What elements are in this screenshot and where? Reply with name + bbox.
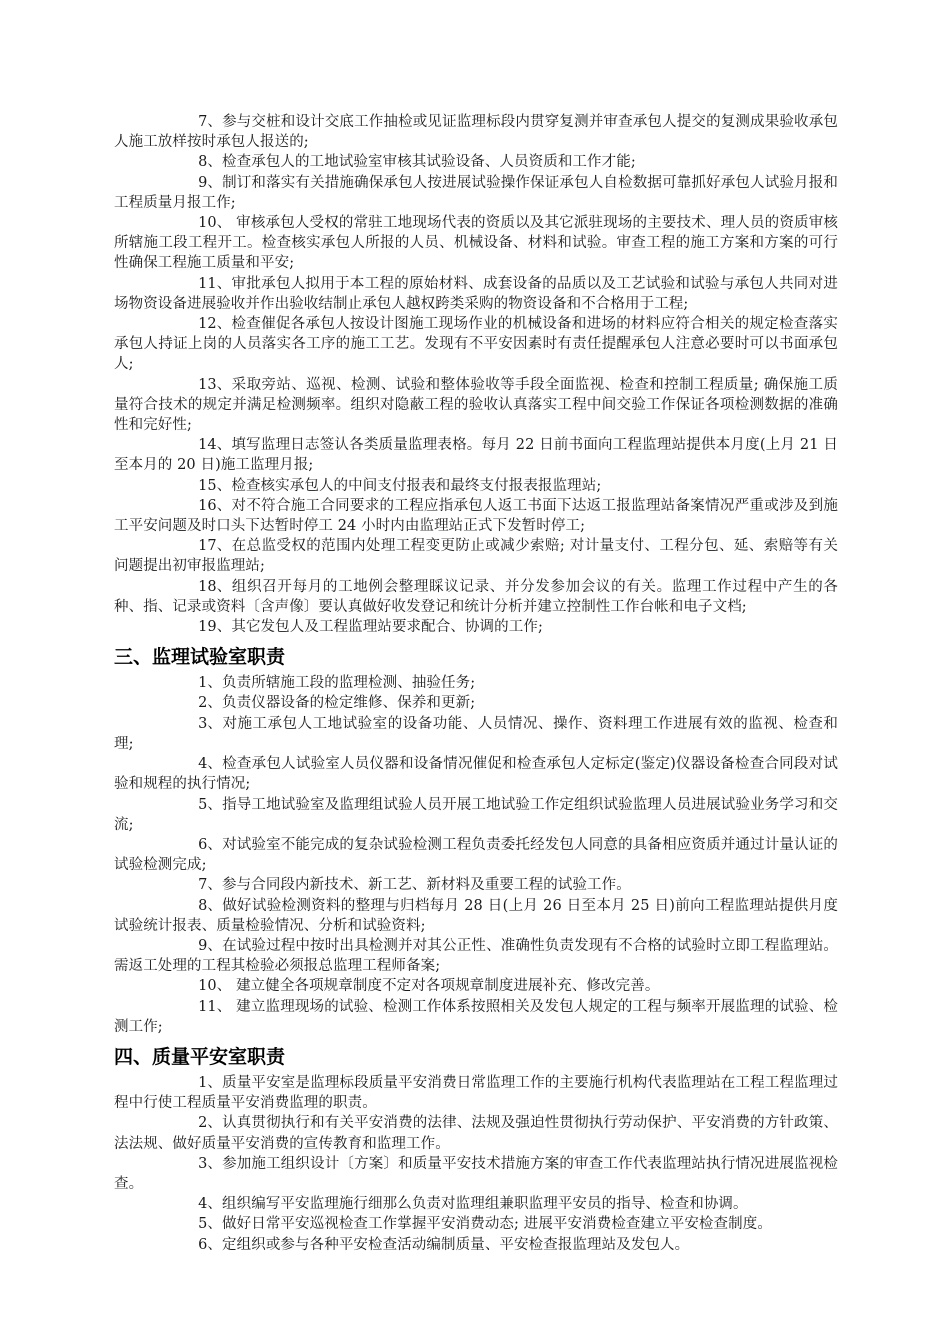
item-text: 对不符合施工合同要求的工程应指承包人返工书面下达返工报监理站备案情况严重或涉及到施工平安问题及时口头下达暂时停工 24 小时内由监理站正式下发暂时停工; xyxy=(114,497,838,535)
item-text: 检查承包人的工地试验室审核其试验设备、人员资质和工作才能; xyxy=(222,154,636,171)
list-item xyxy=(114,936,838,976)
item-text: 填写监理日志签认各类质量监理表格。每月 22 日前书面向工程监理站提供本月度(上月 21 日至本月的 20 日)施工监理月报; xyxy=(114,437,838,474)
section-four-heading: 四、质量平安室职责 xyxy=(114,1045,286,1068)
list-item xyxy=(114,112,838,152)
item-number: 8、 xyxy=(198,154,223,171)
item-text: 检查核实承包人的中间支付报表和最终支付报表报监理站; xyxy=(231,477,602,494)
list-item xyxy=(114,435,838,475)
section-continued xyxy=(114,112,838,637)
item-number: 2、 xyxy=(198,695,223,712)
item-text: 采取旁站、巡视、检测、试验和整体验收等手段全面监视、检查和控制工程质量; 确保施工质量符合技术的规定并满足检测频率。组织对隐蔽工程的验收认真落实工程中间交验工作保证各项检测数据的准确性和完好性; xyxy=(114,376,838,434)
item-text: 定组织或参与各种平安检查活动编制质量、平安检查报监理站及发包人。 xyxy=(222,1236,690,1253)
item-number: 3、 xyxy=(198,715,223,732)
item-text: 参加施工组织设计〔方案〕和质量平安技术措施方案的审查工作代表监理站执行情况进展监视检查。 xyxy=(114,1155,838,1192)
item-number: 15、 xyxy=(198,477,232,494)
item-text: 做好试验检测资料的整理与归档每月 28 日(上月 26 日至本月 25 日)前向工程监理站提供月度试验统计报表、质量检验情况、分析和试验资料; xyxy=(114,897,838,934)
list-item xyxy=(114,375,838,436)
item-number: 9、 xyxy=(198,937,223,954)
document-page xyxy=(114,112,838,1255)
item-number: 8、 xyxy=(198,897,223,914)
list-item xyxy=(114,896,838,936)
list-item xyxy=(114,1214,838,1234)
item-text: 指导工地试验室及监理组试验人员开展工地试验工作定组织试验监理人员进展试验业务学习和交流; xyxy=(114,796,838,833)
item-number: 7、 xyxy=(198,877,223,894)
item-text: 认真贯彻执行和有关平安消费的法律、法规及强迫性贯彻执行劳动保护、平安消费的方针政策、法法规、做好质量平安消费的宣传教育和监理工作。 xyxy=(114,1115,838,1152)
item-number: 14、 xyxy=(198,437,232,454)
item-number: 19、 xyxy=(198,619,232,636)
item-number: 3、 xyxy=(198,1155,223,1172)
item-text: 建立监理现场的试验、检测工作体系按照相关及发包人规定的工程与频率开展监理的试验、检测工作; xyxy=(114,998,838,1035)
item-number: 1、 xyxy=(198,1074,223,1091)
item-text: 检查催促各承包人按设计图施工现场作业的机械设备和进场的材料应符合相关的规定检查落实承包人持证上岗的人员落实各工序的施工工艺。发现有不平安因素时有责任提醒承包人注意必要时可以书面承包人; xyxy=(114,316,838,373)
list-item xyxy=(114,152,838,172)
section-three xyxy=(114,673,838,1037)
item-number: 5、 xyxy=(198,796,223,813)
list-item xyxy=(114,476,838,496)
item-text: 负责所辖施工段的监理检测、抽验任务; xyxy=(222,675,476,692)
list-item xyxy=(114,1194,838,1214)
item-text: 组织编写平安监理施行细那么负责对监理组兼职监理平安员的指导、检查和协调。 xyxy=(222,1196,748,1213)
list-item xyxy=(114,496,838,536)
list-item xyxy=(114,213,838,274)
item-text: 审批承包人拟用于本工程的原始材料、成套设备的品质以及工艺试验和试验与承包人共同对进场物资设备进展验收并作出验收结制止承包人越权跨类采购的物资设备和不合格用于工程; xyxy=(114,275,838,312)
item-number: 9、 xyxy=(198,174,223,191)
list-item xyxy=(114,754,838,794)
item-number: 2、 xyxy=(198,1115,223,1132)
list-item xyxy=(114,173,838,213)
item-text: 负责仪器设备的检定维修、保养和更新; xyxy=(222,695,476,712)
list-item xyxy=(114,1235,838,1255)
item-text: 对施工承包人工地试验室的设备功能、人员情况、操作、资料理工作进展有效的监视、检查和理; xyxy=(114,715,838,752)
list-item xyxy=(114,617,838,637)
list-item xyxy=(114,997,838,1037)
list-item xyxy=(114,976,838,996)
item-text: 对试验室不能完成的复杂试验检测工程负责委托经发包人同意的具备相应资质并通过计量认证的试验检测完成; xyxy=(114,836,838,874)
item-text: 质量平安室是监理标段质量平安消费日常监理工作的主要施行机构代表监理站在工程工程监理过程中行使工程质量平安消费监理的职责。 xyxy=(114,1074,838,1112)
item-text: 参与交桩和设计交底工作抽检或见证监理标段内贯穿复测并审查承包人提交的复测成果验收承包人施工放样按时承包人报送的; xyxy=(114,114,838,151)
item-number: 4、 xyxy=(198,1196,223,1213)
item-text: 组织召开每月的工地例会整理睬议记录、并分发参加会议的有关。监理工作过程中产生的各种、指、记录或资料〔含声像〕要认真做好收发登记和统计分析并建立控制性工作台帐和电子文档; xyxy=(114,578,838,615)
list-item xyxy=(114,577,838,617)
list-item xyxy=(114,1113,838,1153)
item-text: 审核承包人受权的常驻工地现场代表的资质以及其它派驻现场的主要技术、理人员的资质审核所辖施工段工程开工。检查核实承包人所报的人员、机械设备、材料和试验。审查工程的施工方案和方案的可行性确保工程施工质量和平安; xyxy=(114,215,838,272)
item-number: 11、 xyxy=(198,998,232,1015)
item-number: 6、 xyxy=(198,836,223,853)
list-item xyxy=(114,1154,838,1194)
list-item xyxy=(114,314,838,375)
item-number: 10、 xyxy=(198,978,232,995)
list-item xyxy=(114,714,838,754)
item-number: 7、 xyxy=(198,114,223,130)
list-item xyxy=(114,274,838,314)
list-item xyxy=(114,795,838,835)
item-text: 检查承包人试验室人员仪器和设备情况催促和检查承包人定标定(鉴定)仪器设备检查合同段对试验和规程的执行情况; xyxy=(114,756,838,793)
section-four xyxy=(114,1073,838,1255)
item-number: 12、 xyxy=(198,316,232,333)
item-text: 做好日常平安巡视检查工作掌握平安消费动态; 进展平安消费检查建立平安检查制度。 xyxy=(222,1216,772,1233)
item-text: 参与合同段内新技术、新工艺、新材料及重要工程的试验工作。 xyxy=(222,877,631,894)
item-number: 6、 xyxy=(198,1236,223,1253)
item-number: 10、 xyxy=(198,215,232,232)
item-number: 1、 xyxy=(198,675,223,692)
list-item xyxy=(114,875,838,895)
list-item xyxy=(114,835,838,875)
list-item xyxy=(114,673,838,693)
item-number: 11、 xyxy=(198,275,232,292)
list-item xyxy=(114,536,838,576)
section-three-heading: 三、监理试验室职责 xyxy=(114,646,286,669)
item-number: 16、 xyxy=(198,497,232,514)
list-item xyxy=(114,693,838,713)
item-text: 其它发包人及工程监理站要求配合、协调的工作; xyxy=(231,619,543,636)
item-number: 4、 xyxy=(198,756,223,773)
item-number: 17、 xyxy=(198,538,232,555)
item-text: 在总监受权的范围内处理工程变更防止或减少索赔; 对计量支付、工程分包、延、索赔等有关问题提出初审报监理站; xyxy=(114,538,838,575)
item-number: 18、 xyxy=(198,578,232,595)
item-number: 5、 xyxy=(198,1216,223,1233)
list-item xyxy=(114,1073,838,1113)
item-text: 制订和落实有关措施确保承包人按进展试验操作保证承包人自检数据可靠抓好承包人试验月报和工程质量月报工作; xyxy=(114,174,838,211)
item-text: 建立健全各项规章制度不定对各项规章制度进展补充、修改完善。 xyxy=(231,978,660,995)
item-text: 在试验过程中按时出具检测并对其公正性、准确性负责发现有不合格的试验时立即工程监理站。需返工处理的工程其检验必须报总监理工程师备案; xyxy=(114,937,838,975)
item-number: 13、 xyxy=(198,376,232,393)
